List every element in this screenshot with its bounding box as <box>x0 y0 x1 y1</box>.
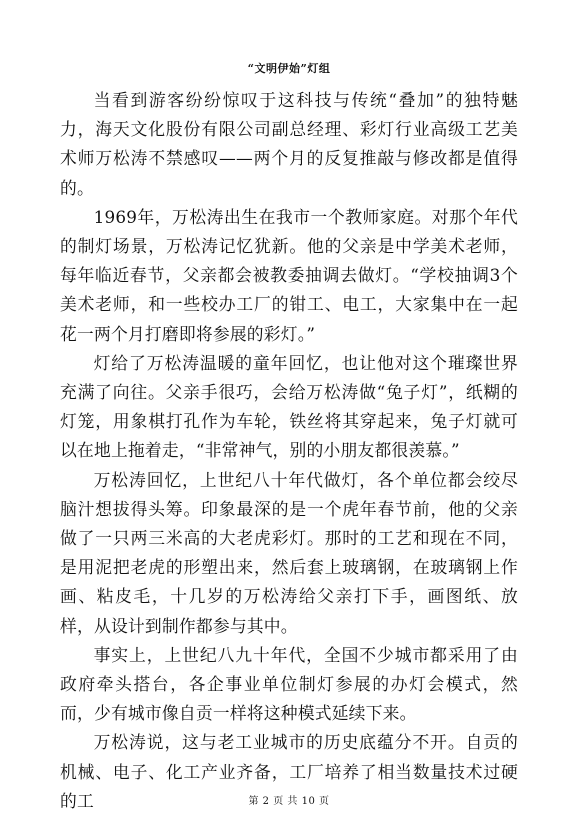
page-number-footer: 第 2 页 共 10 页 <box>248 796 330 807</box>
paragraph: 灯给了万松涛温暖的童年回忆，也让他对这个璀璨世界充满了向往。父亲手很巧，会给万松涛做“兔子灯”，纸糊的灯笼，用象棋打孔作为车轮，铁丝将其穿起来，兔子灯就可以在地上拖着走，“非常神气，别的小朋友都很羡慕。” <box>60 352 518 461</box>
paragraph: 事实上，上世纪八九十年代，全国不少城市都采用了由政府牵头搭台，各企事业单位制灯参展的办灯会模式，然而，少有城市像自贡一样将这种模式延续下来。 <box>60 644 518 724</box>
paragraph: 1969年，万松涛出生在我市一个教师家庭。对那个年代的制灯场景，万松涛记忆犹新。他的父亲是中学美术老师，每年临近春节，父亲都会被教委抽调去做灯。“学校抽调3个美术老师，和一些校办工厂的钳工、电工，大家集中在一起花一两个月打磨即将参展的彩灯。” <box>60 206 518 344</box>
image-caption: “文明伊始”灯组 <box>247 62 331 75</box>
paragraph: 万松涛说，这与老工业城市的历史底蕴分不开。自贡的机械、电子、化工产业齐备，工厂培养了相当数量技术过硬的工 <box>60 732 518 811</box>
paragraph: 万松涛回忆，上世纪八十年代做灯，各个单位都会绞尽脑汁想拔得头筹。印象最深的是一个虎年春节前，他的父亲做了一只两三米高的大老虎彩灯。那时的工艺和现在不同，是用泥把老虎的形塑出来，然后套上玻璃钢，在玻璃钢上作画、粘皮毛，十几岁的万松涛给父亲打下手，画图纸、放样，从设计到制作都参与其中。 <box>60 469 518 636</box>
article-body <box>60 86 518 816</box>
paragraph: 当看到游客纷纷惊叹于这科技与传统“叠加”的独特魅力，海天文化股份有限公司副总经理、彩灯行业高级工艺美术师万松涛不禁感叹——两个月的反复推敲与修改都是值得的。 <box>60 90 518 198</box>
